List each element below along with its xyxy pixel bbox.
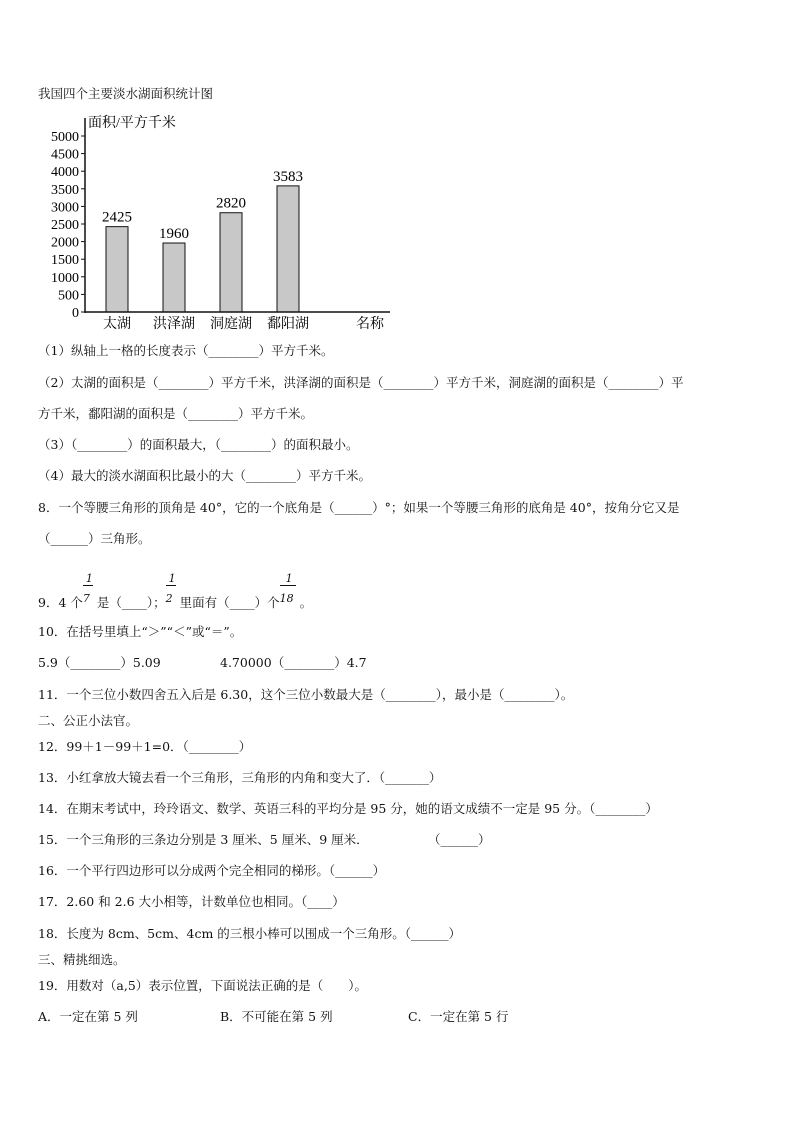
section-2-heading: 二、公正小法官。 xyxy=(38,713,139,728)
category-label: 洪泽湖 xyxy=(153,317,195,332)
category-label: 太湖 xyxy=(103,317,131,332)
fraction-one-seventh xyxy=(82,572,97,607)
question-19: 19．用数对（a,5）表示位置，下面说法正确的是（ ）。 xyxy=(38,978,368,993)
question-8-line2: （______）三角形。 xyxy=(38,531,151,546)
y-tick-label: 2000 xyxy=(51,235,79,251)
option-b[interactable]: B．不可能在第 5 列 xyxy=(220,1009,333,1024)
question-10-items xyxy=(38,655,367,671)
bar-value-label: 2425 xyxy=(102,209,132,226)
question-8-line1: 8．一个等腰三角形的顶角是 40°，它的一个底角是（______）°；如果一个等腰三角形的底角是 40°，按角分它又是 xyxy=(38,500,680,515)
question-15-text: 15．一个三角形的三条边分别是 3 厘米、5 厘米、9 厘米． xyxy=(38,832,369,847)
x-axis-label: 名称 xyxy=(356,317,384,332)
y-axis-label: 面积/平方千米 xyxy=(88,116,176,131)
question-9 xyxy=(38,572,313,611)
bar-3 xyxy=(220,213,242,312)
question-9-text-3: 里面有（____）个 xyxy=(179,595,280,610)
lake-area-bar-chart xyxy=(40,108,400,336)
fraction-bar xyxy=(280,585,296,586)
bar-value-label: 2820 xyxy=(216,195,246,212)
question-10: 10．在括号里填上“＞”“＜”或“＝”。 xyxy=(38,624,243,639)
category-label: 洞庭湖 xyxy=(210,317,252,332)
question-15 xyxy=(38,832,491,848)
fraction-one-eighteenth xyxy=(279,572,300,607)
y-tick-label: 1000 xyxy=(51,270,79,286)
question-16: 16．一个平行四边形可以分成两个完全相同的梯形。（______） xyxy=(38,863,386,878)
question-13: 13．小红拿放大镜去看一个三角形，三角形的内角和变大了．（_______） xyxy=(38,770,442,785)
bar-value-label: 1960 xyxy=(159,226,189,243)
y-tick-label: 0 xyxy=(72,306,79,321)
question-7-1: （1）纵轴上一格的长度表示（________）平方千米。 xyxy=(38,343,334,358)
question-9-text-2: 是（____）； xyxy=(96,595,166,610)
fraction-bar xyxy=(83,585,93,586)
fraction-numerator: 1 xyxy=(285,572,293,585)
question-9-text-4: 。 xyxy=(299,595,313,610)
fraction-denominator: 2 xyxy=(165,592,173,605)
y-tick-label: 5000 xyxy=(51,130,79,145)
question-17: 17．2.60 和 2.6 大小相等，计数单位也相同。（____） xyxy=(38,894,345,909)
question-7-2-line1: （2）太湖的面积是（________）平方千米，洪泽湖的面积是（________）平方千米，洞庭湖的面积是（________）平 xyxy=(38,375,684,390)
question-11: 11．一个三位小数四舍五入后是 6.30，这个三位小数最大是（________），最小是（________）。 xyxy=(38,687,574,702)
question-14: 14．在期末考试中，玲玲语文、数学、英语三科的平均分是 95 分，她的语文成绩不一定是 95 分。（________） xyxy=(38,801,658,816)
question-7-3: （3）（________）的面积最大，（________）的面积最小。 xyxy=(38,437,359,452)
y-tick-label: 2500 xyxy=(51,218,79,233)
y-tick-label: 4500 xyxy=(51,147,79,163)
bar-value-label: 3583 xyxy=(273,168,303,185)
question-10-item-a: 5.9（________）5.09 xyxy=(38,655,161,670)
fraction-numerator: 1 xyxy=(168,572,176,585)
fraction-one-half xyxy=(165,572,180,607)
question-9-text-1: 9．4 个 xyxy=(38,595,83,610)
fraction-denominator: 7 xyxy=(82,592,90,605)
y-tick-label: 4000 xyxy=(51,165,79,181)
bar-1 xyxy=(106,227,128,312)
section-3-heading: 三、精挑细选。 xyxy=(38,952,126,967)
question-15-blank: （______） xyxy=(428,832,491,847)
y-tick-label: 3000 xyxy=(51,200,79,216)
question-18: 18．长度为 8cm、5cm、4cm 的三根小棒可以围成一个三角形。（______） xyxy=(38,926,462,941)
question-19-options xyxy=(38,1009,508,1025)
y-tick-label: 3500 xyxy=(51,182,79,198)
question-7-2-line2: 方千米，鄱阳湖的面积是（________）平方千米。 xyxy=(38,406,314,421)
fraction-denominator: 18 xyxy=(279,592,294,605)
question-10-item-b: 4.70000（________）4.7 xyxy=(220,655,367,670)
bar-4 xyxy=(277,186,299,312)
option-a[interactable]: A．一定在第 5 列 xyxy=(38,1009,138,1024)
bar-2 xyxy=(163,243,185,312)
y-tick-label: 1500 xyxy=(51,253,79,269)
fraction-bar xyxy=(166,585,176,586)
question-7-4: （4）最大的淡水湖面积比最小的大（________）平方千米。 xyxy=(38,468,371,483)
y-tick-label: 500 xyxy=(58,288,79,304)
option-c[interactable]: C．一定在第 5 行 xyxy=(408,1009,509,1024)
fraction-numerator: 1 xyxy=(85,572,93,585)
category-label: 鄱阳湖 xyxy=(267,317,309,332)
question-12: 12．99＋1－99＋1=0．（________） xyxy=(38,739,252,754)
chart-title: 我国四个主要淡水湖面积统计图 xyxy=(38,86,214,101)
